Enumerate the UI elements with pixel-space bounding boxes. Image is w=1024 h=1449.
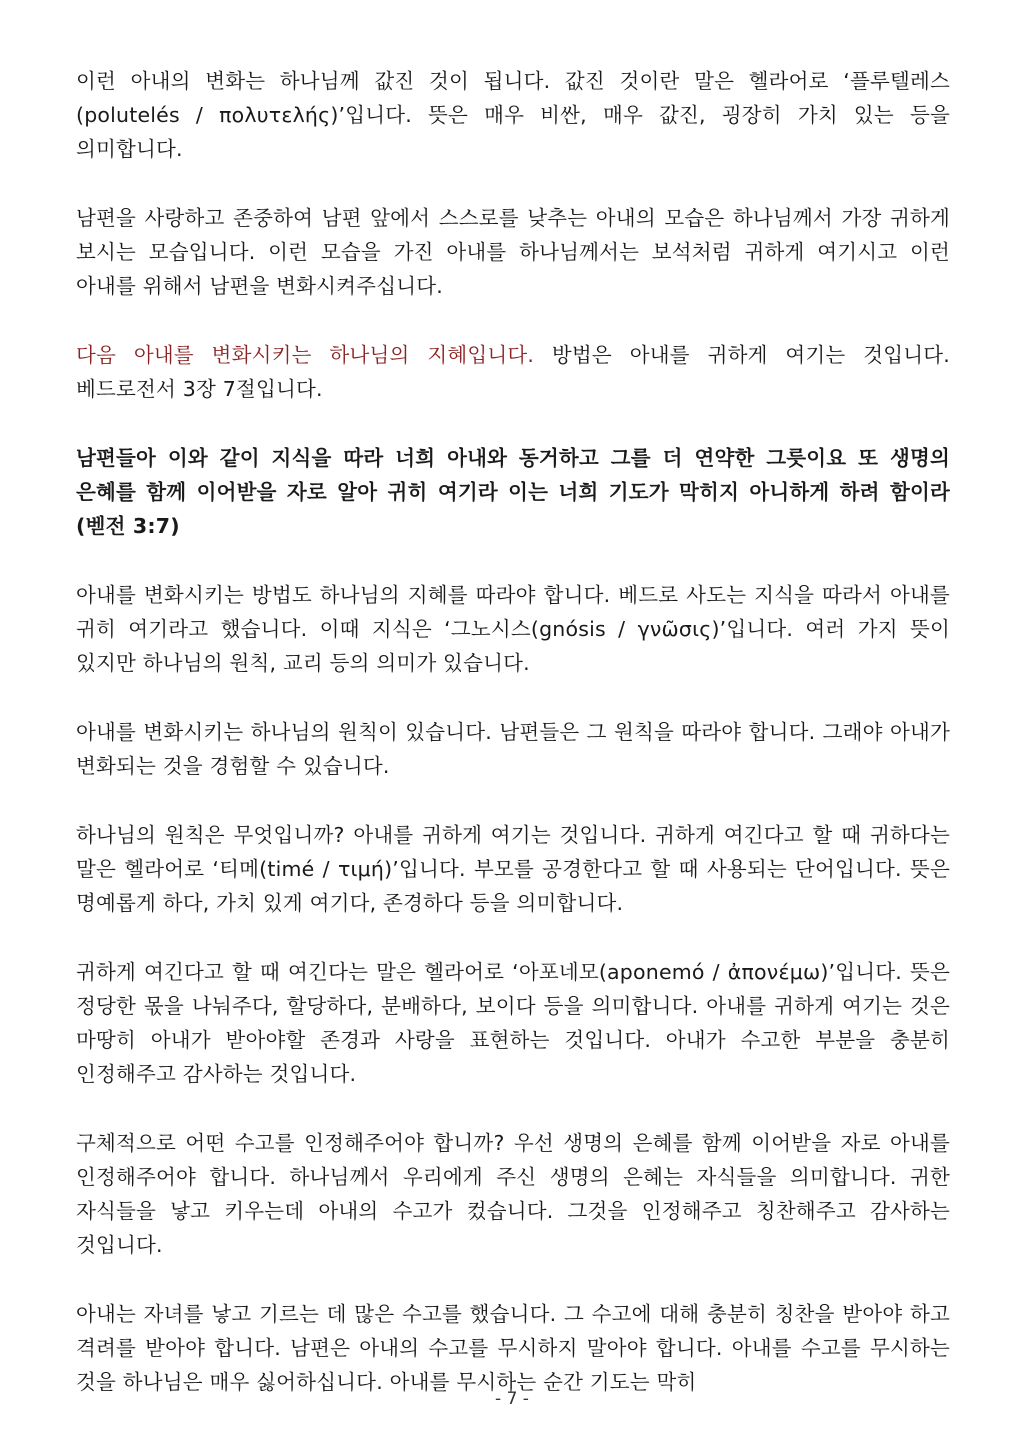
paragraph-9: 구체적으로 어떤 수고를 인정해주어야 합니까? 우선 생명의 은혜를 함께 이어받을 자로 아내를 인정해주어야 합니다. 하나님께서 우리에게 주신 생명의 은혜는 자식들을 의미합니다. 귀한 자식들을 낳고 키우는데 아내의 수고가 컸습니다. 그것을 인정해주고 칭찬해주고 감사하는 것입니다. [76,1131,950,1257]
paragraph-8: 귀하게 여긴다고 할 때 여긴다는 말은 헬라어로 ‘아포네모(aponemó / ἀπονέμω)’입니다. 뜻은 정당한 몫을 나눠주다, 할당하다, 분배하다, 보이다 등을 의미합니다. 아내를 귀하게 여기는 것은 마땅히 아내가 받아야할 존경과 사랑을 표현하는 것입니다. 아내가 수고한 부분을 충분히 인정해주고 감사하는 것입니다. [76,960,950,1086]
paragraph-1: 이런 아내의 변화는 하나님께 값진 것이 됩니다. 값진 것이란 말은 헬라어로 ‘플루텔레스(polutelés / πολυτελής)’입니다. 뜻은 매우 비싼, 매우 값진, 굉장히 가치 있는 등을 의미합니다. [76,69,950,161]
paragraph-3-text: 방법은 아내를 귀하게 여기는 것입니다. 베드로전서 3장 7절입니다. [76,343,950,401]
paragraph-2: 남편을 사랑하고 존중하여 남편 앞에서 스스로를 낮추는 아내의 모습은 하나님께서 가장 귀하게 보시는 모습입니다. 이런 모습을 가진 아내를 하나님께서는 보석처럼 귀하게 여기시고 이런 아내를 위해서 남편을 변화시켜주십니다. [76,206,950,298]
paragraph-6: 아내를 변화시키는 하나님의 원칙이 있습니다. 남편들은 그 원칙을 따라야 합니다. 그래야 아내가 변화되는 것을 경험할 수 있습니다. [76,720,950,778]
paragraph-5: 아내를 변화시키는 방법도 하나님의 지혜를 따라야 합니다. 베드로 사도는 지식을 따라서 아내를 귀히 여기라고 했습니다. 이때 지식은 ‘그노시스(gnósis / γνῶσις)’입니다. 여러 가지 뜻이 있지만 하나님의 원칙, 교리 등의 의미가 있습니다. [76,583,950,675]
highlighted-heading: 다음 아내를 변화시키는 하나님의 지혜입니다. [76,343,535,367]
scripture-quote: 남편들아 이와 같이 지식을 따라 너희 아내와 동거하고 그를 더 연약한 그릇이요 또 생명의 은혜를 함께 이어받을 자로 알아 귀히 여기라 이는 너희 기도가 막히지 아니하게 하려 함이라 (벧전 3:7) [76,446,950,538]
page-number: - 7 - [495,1389,529,1409]
document-page [76,64,950,1434]
paragraph-3 [76,338,950,406]
paragraph-7: 하나님의 원칙은 무엇입니까? 아내를 귀하게 여기는 것입니다. 귀하게 여긴다고 할 때 귀하다는 말은 헬라어로 ‘티메(timé / τιμή)’입니다. 부모를 공경한다고 할 때 사용되는 단어입니다. 뜻은 명예롭게 하다, 가치 있게 여기다, 존경하다 등을 의미합니다. [76,823,950,915]
paragraph-10: 아내는 자녀를 낳고 기르는 데 많은 수고를 했습니다. 그 수고에 대해 충분히 칭찬을 받아야 하고 격려를 받아야 합니다. 남편은 아내의 수고를 무시하지 말아야 합니다. 아내를 수고를 무시하는 것을 하나님은 매우 싫어하십니다. 아내를 무시하는 순간 기도는 막히 [76,1302,950,1394]
